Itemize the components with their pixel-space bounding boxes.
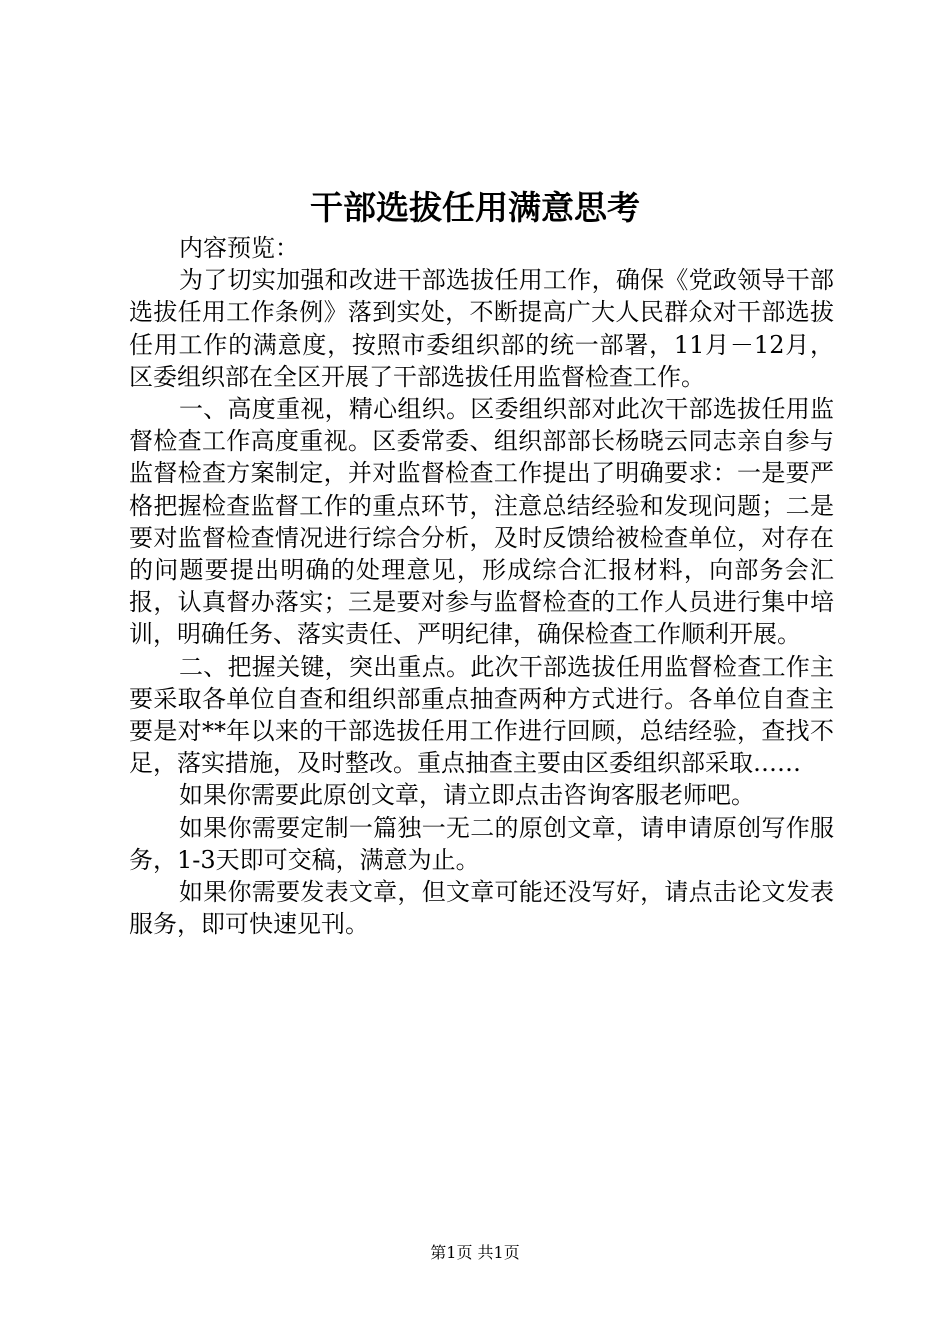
- paragraph-preview-label: 内容预览：: [179, 234, 299, 262]
- paragraph-promo-publish: 如果你需要发表文章，但文章可能还没写好，请点击论文发表服务，即可快速见刊。: [129, 878, 834, 939]
- paragraph-intro: 为了切实加强和改进干部选拔任用工作，确保《党政领导干部选拔任用工作条例》落到实处，不断提高广大人民群众对干部选拔任用工作的满意度，按照市委组织部的统一部署，11月－12月，区委组织部在全区开展了干部选拔任用监督检查工作。: [129, 266, 834, 391]
- paragraph-section-two: 二、把握关键，突出重点。此次干部选拔任用监督检查工作主要采取各单位自查和组织部重点抽查两种方式进行。各单位自查主要是对**年以来的干部选拔任用工作进行回顾，总结经验，查找不足，落实措施，及时整改。重点抽查主要由区委组织部采取……: [129, 652, 834, 778]
- paragraph-section-one: 一、高度重视，精心组织。区委组织部对此次干部选拔任用监督检查工作高度重视。区委常委、组织部部长杨晓云同志亲自参与监督检查方案制定，并对监督检查工作提出了明确要求：一是要严格把握检查监督工作的重点环节，注意总结经验和发现问题；二是要对监督检查情况进行综合分析，及时反馈给被检查单位，对存在的问题要提出明确的处理意见，形成综合汇报材料，向部务会汇报，认真督办落实；三是要对参与监督检查的工作人员进行集中培训，明确任务、落实责任、严明纪律，确保检查工作顺利开展。: [129, 395, 834, 649]
- page-number-footer: 第1页 共1页: [430, 1243, 520, 1262]
- document-body: [129, 232, 834, 940]
- document-title: 干部选拔任用满意思考: [310, 188, 640, 227]
- paragraph-promo-custom: 如果你需要定制一篇独一无二的原创文章，请申请原创写作服务，1-3天即可交稿，满意为止。: [129, 813, 834, 874]
- paragraph-promo-consult: 如果你需要此原创文章，请立即点击咨询客服老师吧。: [179, 781, 755, 810]
